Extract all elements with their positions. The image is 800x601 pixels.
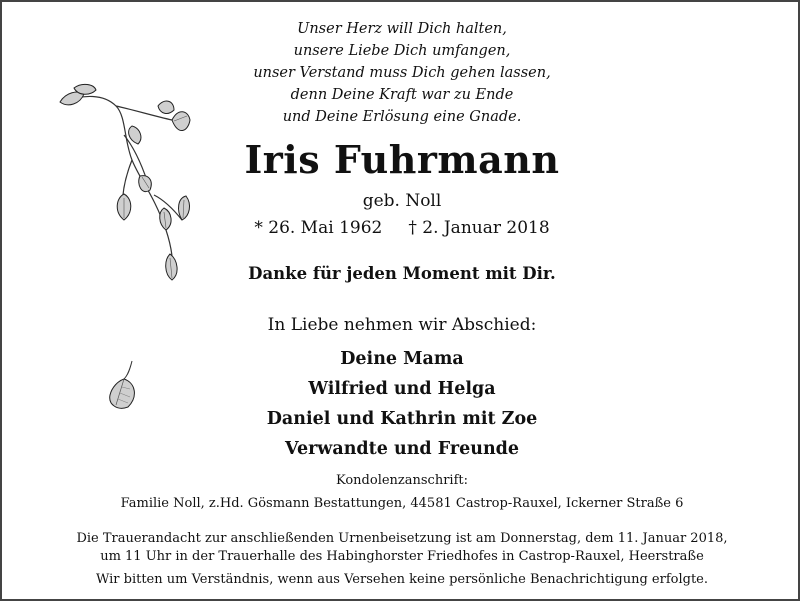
notification-notice: Wir bitten um Verständnis, wenn aus Versehen keine persönliche Benachrichtigung erfolgte.	[95, 572, 708, 587]
poem-line: denn Deine Kraft war zu Ende	[290, 87, 514, 103]
poem-line: Unser Herz will Dich halten,	[297, 21, 507, 37]
mourner-item: Verwandte und Freunde	[284, 439, 520, 459]
death-date: † 2. Januar 2018	[408, 218, 550, 238]
mourner-item: Daniel und Kathrin mit Zoe	[266, 409, 538, 429]
condolence-address: Familie Noll, z.Hd. Gösmann Bestattungen, 44581 Castrop-Rauxel, Ickerner Straße 6	[120, 496, 684, 511]
service-info	[2, 530, 800, 566]
mourners-list	[2, 344, 800, 464]
farewell-intro: In Liebe nehmen wir Abschied:	[267, 315, 537, 335]
maiden-name: geb. Noll	[362, 191, 442, 211]
deceased-name: Iris Fuhrmann	[244, 137, 560, 182]
life-dates	[2, 218, 800, 238]
service-line: Die Trauerandacht zur anschließenden Urnenbeisetzung ist am Donnerstag, dem 11. Januar 2018,	[76, 531, 728, 546]
thanks-line: Danke für jeden Moment mit Dir.	[248, 264, 556, 283]
service-line: um 11 Uhr in der Trauerhalle des Habinghorster Friedhofes in Castrop-Rauxel, Heerstraße	[100, 549, 704, 564]
poem-line: unsere Liebe Dich umfangen,	[293, 43, 511, 59]
poem-line: und Deine Erlösung eine Gnade.	[282, 109, 522, 125]
mourner-item: Wilfried und Helga	[308, 379, 496, 399]
poem	[2, 18, 800, 128]
poem-line: unser Verstand muss Dich gehen lassen,	[253, 65, 551, 81]
mourner-item: Deine Mama	[340, 349, 464, 369]
condolence-label: Kondolenzanschrift:	[335, 473, 469, 488]
birth-date: * 26. Mai 1962	[254, 218, 383, 238]
